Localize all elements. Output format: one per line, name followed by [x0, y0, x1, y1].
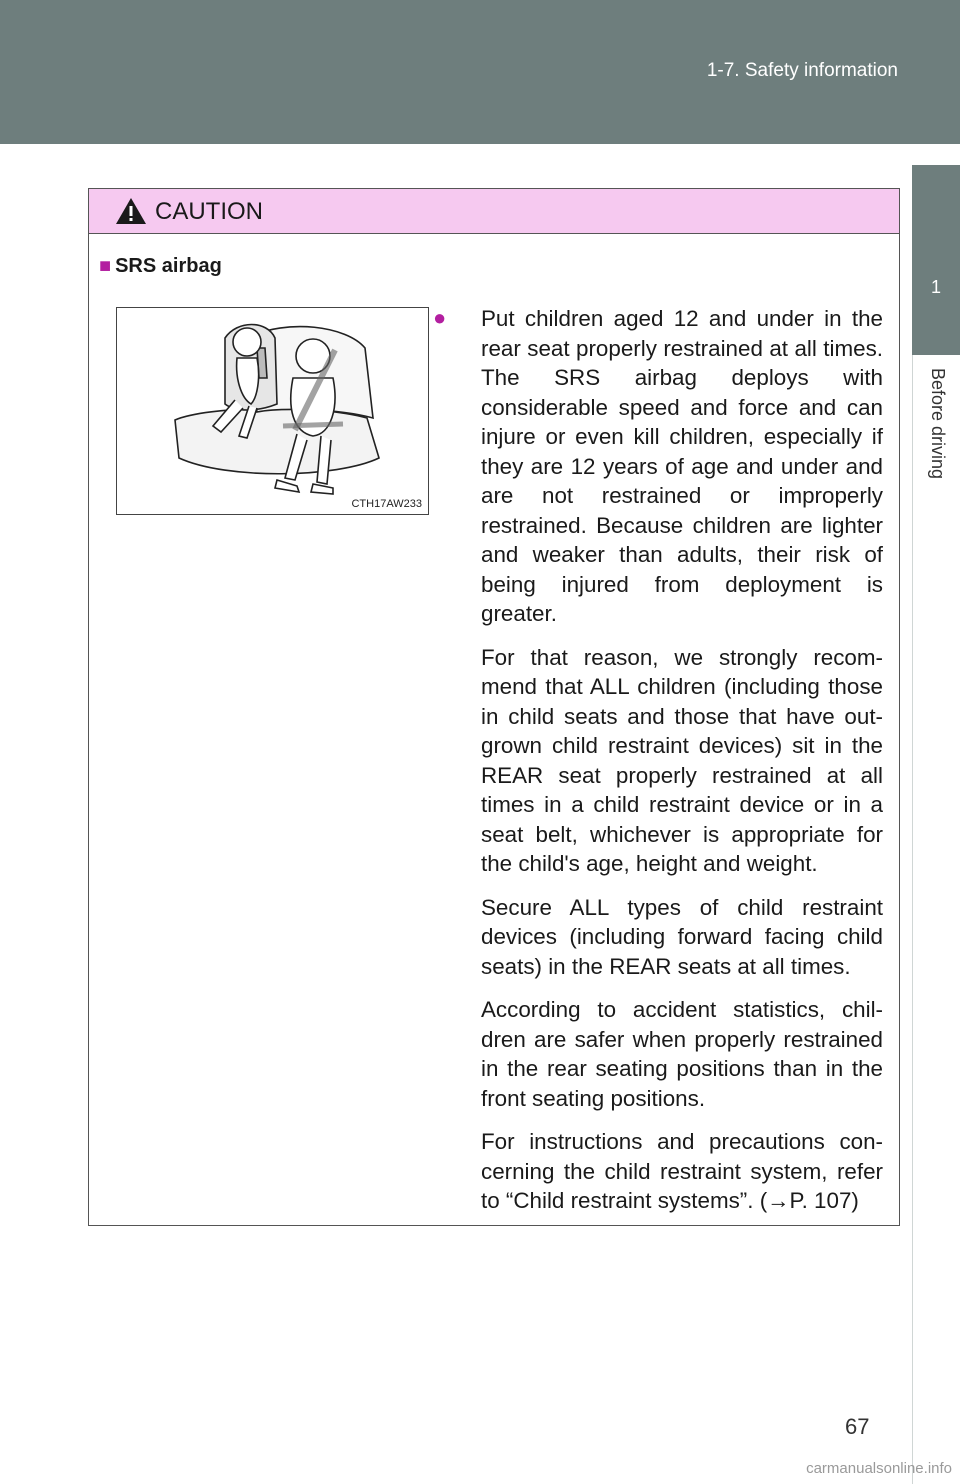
chapter-number: 1 — [930, 277, 941, 297]
page-number: 67 — [845, 1414, 870, 1439]
paragraph: Secure ALL types of child restraint devices (including forward facing child seats) in the REAR seats at all times. — [481, 894, 883, 979]
paragraph: Put children aged 12 and under in the rear seat properly restrained at all times. The SRS airbag deploys with considerable speed and force and can injure or even kill children, especially if they are 12 years of age and under and are not restrained or improperly restrained. Because children are lighter and weaker than adults, their risk of being injured from deployment is greater. — [481, 306, 883, 626]
paragraph: According to accident statistics, chil-dren are safer when properly restrained in the rear seating positions than in the front seating positions. — [481, 997, 883, 1111]
chapter-label: Before driving — [928, 368, 948, 480]
caution-box — [88, 188, 900, 1226]
child-seat-illustration — [116, 307, 429, 515]
bullet-dot-icon: ● — [433, 305, 447, 330]
chapter-tab[interactable] — [912, 165, 960, 1484]
chapter-number-block — [912, 165, 960, 355]
section-title-text: SRS airbag — [115, 255, 222, 277]
chapter-tab-rule — [912, 555, 960, 1484]
caution-text — [481, 304, 883, 1230]
square-bullet-icon: ■ — [99, 255, 112, 277]
children-in-rear-seat-image — [117, 308, 428, 514]
section-title — [99, 255, 222, 278]
caution-label: CAUTION — [155, 198, 263, 225]
section-heading: 1-7. Safety information — [706, 60, 898, 81]
caution-header — [89, 189, 899, 234]
illustration-code: CTH17AW233 — [351, 498, 422, 510]
paragraph-with-reference[interactable]: For instructions and precautions con-cerning the child restraint system, refer to “Child restraint systems”. (→P. 107) — [481, 1129, 883, 1213]
watermark: carmanualsonline.info — [806, 1460, 952, 1477]
paragraph: For that reason, we strongly recom-mend that ALL children (including those in child seats and those that have out-grown child restraint devices) sit in the REAR seat properly restrained at all times in a child restraint device or in a seat belt, whichever is appropriate for the child's age, height and weight. — [481, 644, 883, 876]
page-header — [0, 0, 960, 144]
warning-icon — [115, 197, 147, 225]
